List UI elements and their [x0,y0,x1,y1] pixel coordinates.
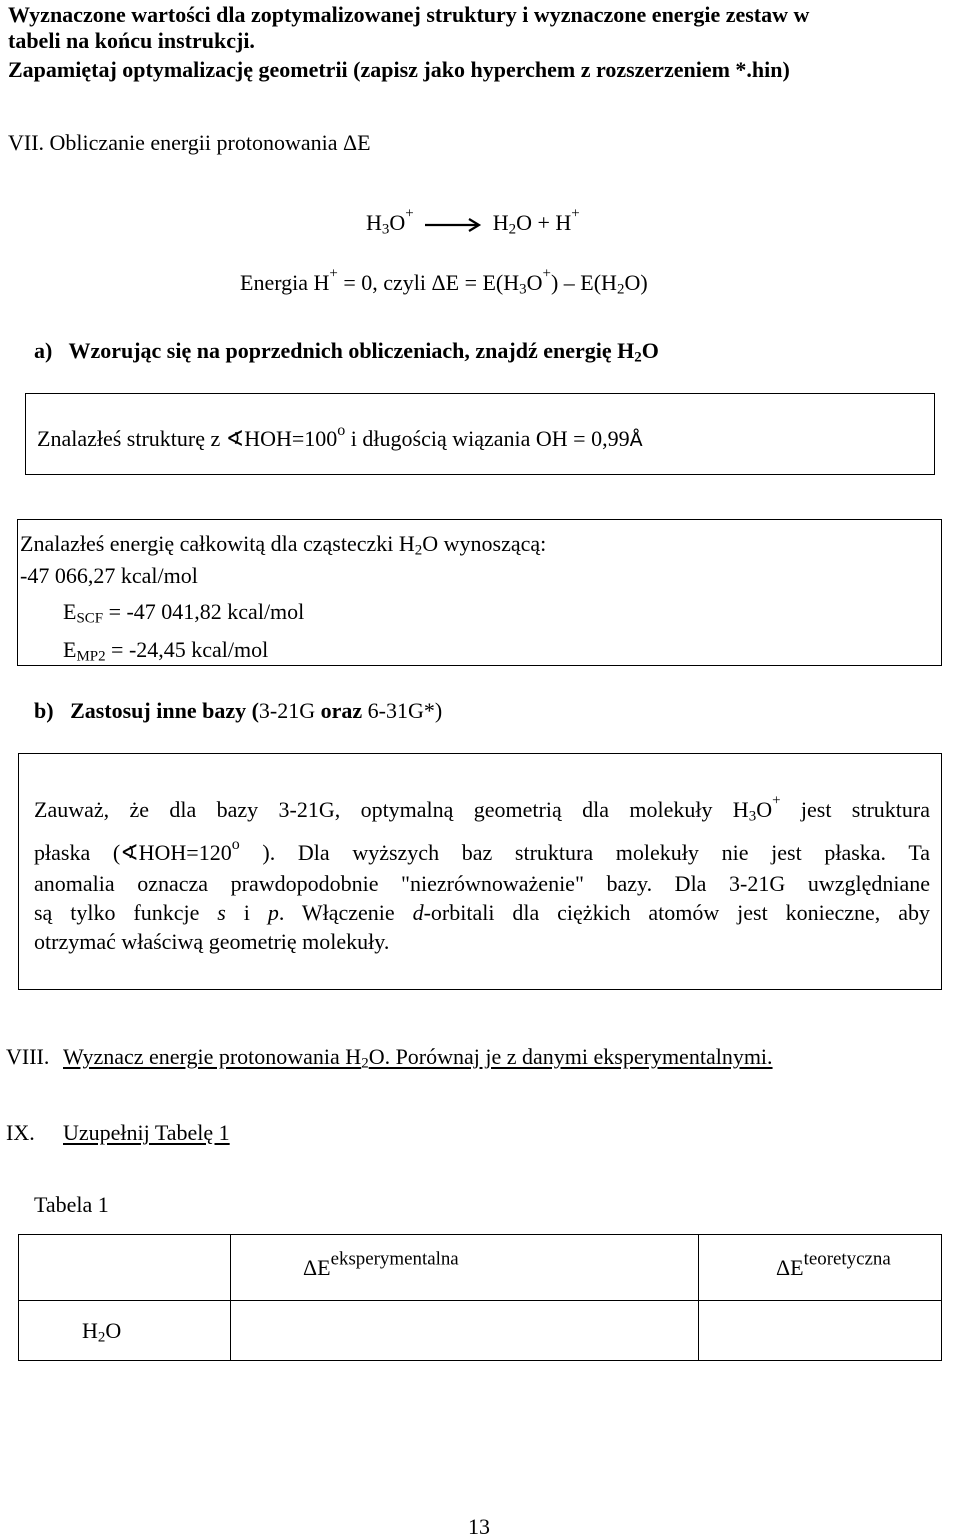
row-o: O [105,1317,122,1343]
energy-result-sub: 2 [414,542,423,559]
degree-icon-2: o [231,835,240,853]
basis-note-sub: 3 [748,808,757,825]
energy-scf-line [63,599,305,627]
table-cell-h2o-experimental[interactable] [231,1301,699,1361]
header-exp-delta-e: ΔE [303,1254,331,1280]
basis-note-sup: + [772,792,781,809]
part-a-text: Wzorując się na poprzednich obliczeniach, znajdź energię H [68,338,635,363]
page-number: 13 [468,1514,490,1539]
energy-text-5: O) [624,270,648,295]
structure-text-1: Znalazłeś strukturę z [37,426,226,451]
basis-note-line-3: anomalia oznacza prawdopodobnie "niezrównoważenie" bazy. Dla 3-21G uwzględniane [34,871,930,896]
reaction-plus-h: + H [531,210,572,235]
structure-text-2: HOH=100 [244,426,338,451]
angstrom-unit: Å [629,429,643,451]
part-b-text-oraz: oraz [315,698,368,723]
basis-note-text-end: jest struktura [780,797,930,822]
structure-result-box [25,393,935,475]
energy-result-line-1 [20,531,547,559]
header-theo-delta-e: ΔE [776,1254,804,1280]
basis-note-line-2 [34,835,930,865]
energy-definition [240,265,648,298]
basis-note-d: d [412,900,424,925]
table-header-experimental [231,1235,699,1301]
part-a-sub: 2 [634,349,642,366]
part-b-basis-1: 3-21G [258,698,316,723]
basis-note-l2-b: HOH=120 [138,840,232,865]
basis-note-l4-e: -orbitali dla ciężkich atomów jest konieczne, aby [423,900,930,925]
energy-result-text-end: O wynoszącą: [422,531,547,556]
angle-icon: ∢ [225,426,245,451]
section-9-number: IX. [6,1120,35,1145]
basis-note-l4-a: są tylko funkcje [34,900,218,925]
angle-icon-2: ∢ [120,840,139,865]
energy-scf-sub: SCF [76,610,104,627]
reaction-equation [366,205,580,238]
table-row-h2o [19,1301,942,1361]
basis-note-l4-c: . Włączenie [278,900,413,925]
reaction-sub-3: 3 [381,221,390,238]
header-theo-sup: teoretyczna [803,1248,891,1270]
section-7-title: Obliczanie energii protonowania ΔE [49,130,371,155]
basis-note-o: O [756,797,773,822]
degree-icon: o [337,421,346,439]
reaction-o: O [389,210,406,235]
part-b-label: b) [34,698,54,723]
reaction-sub-2: 2 [508,221,517,238]
energy-text-3: O [526,270,543,295]
basis-note-line-1 [34,792,930,825]
section-9-title: Uzupełnij Tabelę 1 [63,1120,230,1145]
energy-sup-1: + [329,265,338,282]
row-sub: 2 [97,1329,106,1346]
part-b-text-1: Zastosuj inne bazy ( [70,698,259,723]
table-caption: Tabela 1 [34,1192,109,1217]
part-a-heading [34,338,659,366]
energy-mp2-sub: MP2 [76,648,106,665]
intro-line-3: Zapamiętaj optymalizację geometrii (zapisz jako hyperchem z rozszerzeniem *.hin) [8,57,790,82]
basis-note-s: s [217,900,226,925]
basis-note-p: p [267,900,279,925]
energy-result-text-1: Znalazłeś energię całkowitą dla cząsteczki H [20,531,415,556]
table-cell-h2o [19,1301,231,1361]
basis-note-text-1: Zauważ, że dla bazy 3-21G, optymalną geometrią dla molekuły H [34,797,749,822]
energy-sup-2: + [542,265,551,282]
structure-text-3: i długością wiązania OH = 0,99 [345,426,630,451]
reaction-sup-plus-2: + [571,205,580,222]
reaction-o-product: O [516,210,532,235]
row-h: H [82,1317,98,1343]
reaction-h: H [366,210,382,235]
energy-result-box [17,519,942,666]
structure-result-text [37,421,643,452]
part-a-text-end: O [641,338,659,363]
energy-mp2-e: E [63,637,77,662]
reaction-h-product: H [492,210,509,235]
basis-note-box [18,753,942,990]
section-8-text-1: Wyznacz energie protonowania H [63,1044,362,1069]
basis-note-l4-b: i [225,900,268,925]
section-8-sub: 2 [361,1055,369,1072]
energy-text-1: Energia H [240,270,330,295]
section-8-title [63,1044,773,1072]
section-8-number: VIII. [6,1044,50,1069]
energy-mp2-value: = -24,45 kcal/mol [105,637,269,662]
table-cell-h2o-theoretical[interactable] [699,1301,942,1361]
reaction-arrow-icon [423,218,483,232]
header-exp-sup: eksperymentalna [330,1248,459,1270]
basis-note-line-5: otrzymać właściwą geometrię molekuły. [34,929,390,954]
table-header-theoretical [699,1235,942,1301]
energy-text-4: ) – E(H [550,270,617,295]
section-7-number: VII. [8,130,45,155]
intro-line-2: tabeli na końcu instrukcji. [8,28,255,53]
basis-note-l2-c: ). Dla wyższych baz struktura molekuły nie jest płaska. Ta [239,840,930,865]
table-header-row [19,1235,942,1301]
energy-scf-value: = -47 041,82 kcal/mol [103,599,305,624]
basis-note-line-4 [34,900,930,925]
energy-text-2: = 0, czyli ΔE = E(H [337,270,520,295]
section-7-heading [8,130,371,155]
part-b-basis-2: 6-31G*) [367,698,443,723]
energy-sub-1: 3 [519,281,527,298]
table-1 [18,1234,942,1361]
section-8-text-2: O. Porównaj je z danymi eksperymentalnymi. [368,1044,773,1069]
energy-sub-2: 2 [616,281,625,298]
basis-note-l2-a: płaska ( [34,840,121,865]
intro-line-1: Wyznaczone wartości dla zoptymalizowanej struktury i wyznaczone energie zestaw w [8,2,810,27]
energy-total-value: -47 066,27 kcal/mol [20,563,198,588]
part-b-heading [34,698,442,723]
energy-scf-e: E [63,599,77,624]
reaction-sup-plus: + [405,205,414,222]
part-a-label: a) [34,338,53,363]
energy-mp2-line [63,637,269,665]
table-header-empty [19,1235,231,1301]
